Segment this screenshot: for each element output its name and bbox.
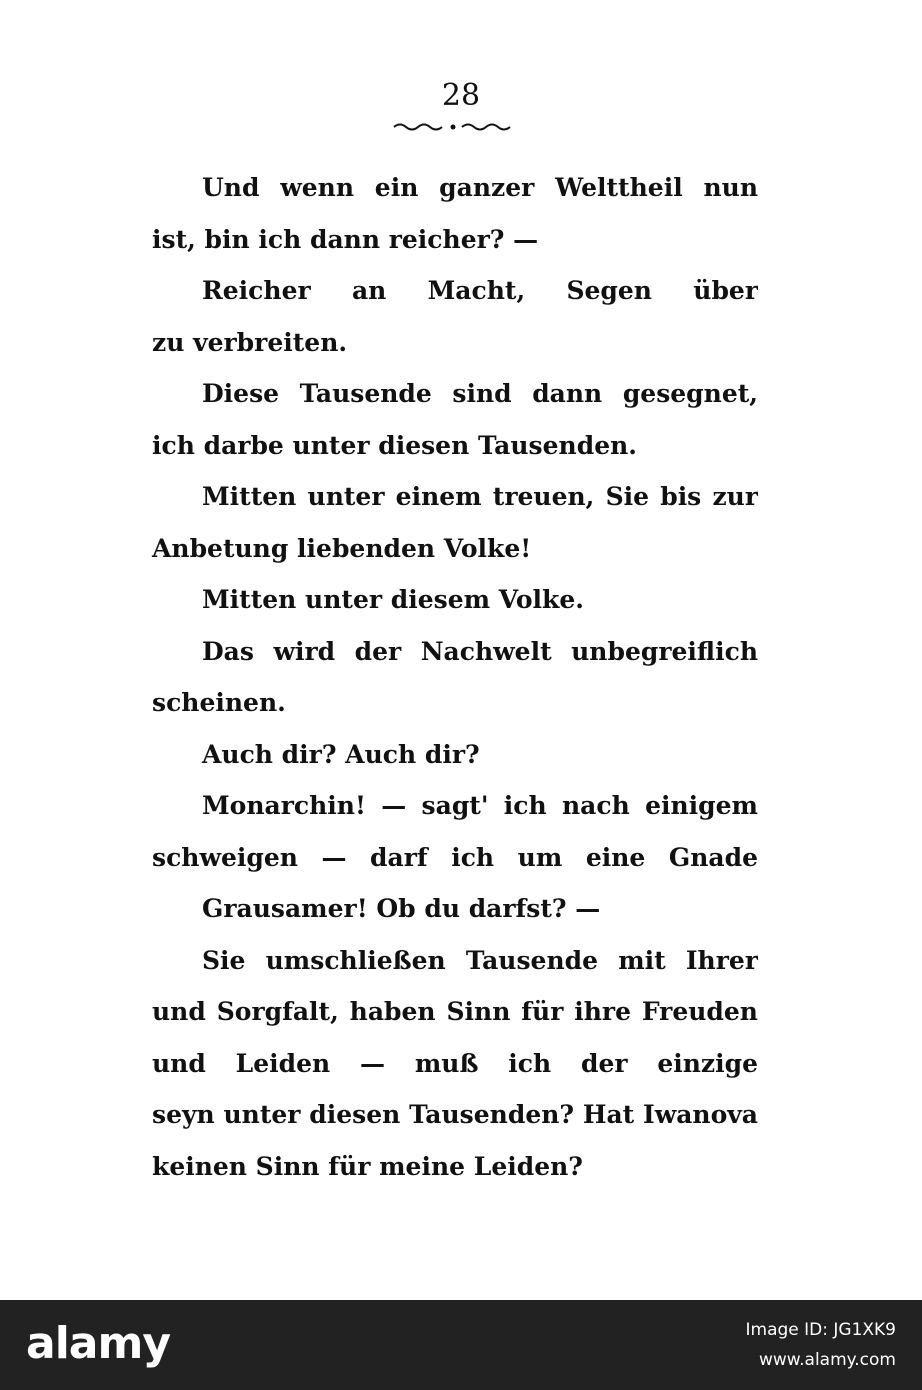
text-line: Sie umschließen Tausende mit Ihrer: [202, 945, 758, 975]
text-line: ist, bin ich dann reicher? —: [152, 224, 539, 254]
text-line: keinen Sinn für meine Leiden?: [152, 1151, 583, 1181]
page-number: 28: [441, 78, 481, 113]
text-line: zu verbreiten.: [152, 327, 348, 357]
text-line: Das wird der Nachwelt unbegreiflich: [202, 636, 758, 666]
text-line: seyn unter diesen Tausenden? Hat Iwanova: [152, 1100, 758, 1129]
text-line: Reicher an Macht, Segen über: [202, 276, 758, 305]
text-line: und Sorgfalt, haben Sinn für ihre Freuden: [152, 997, 758, 1026]
text-line: Grausamer! Ob du darfst? —: [202, 894, 601, 923]
text-line: scheinen.: [152, 688, 286, 717]
ornament-divider: [392, 118, 514, 134]
body-text: [152, 162, 758, 1192]
text-line: Mitten unter diesem Volke.: [202, 585, 584, 614]
site-url[interactable]: www.alamy.com: [758, 1350, 896, 1370]
text-line: Diese Tausende sind dann gesegnet,: [202, 379, 758, 408]
text-line: Mitten unter einem treuen, Sie bis zur: [202, 482, 758, 511]
text-line: Anbetung liebenden Volke!: [152, 533, 532, 563]
text-line: Monarchin! — sagt' ich nach einigem: [202, 791, 758, 820]
watermark-footer: [0, 1300, 922, 1390]
text-line: und Leiden — muß ich der einzige: [152, 1048, 758, 1078]
text-line: ich darbe unter diesen Tausenden.: [152, 430, 637, 460]
text-line: Auch dir? Auch dir?: [202, 739, 480, 769]
alamy-logo[interactable]: alamy: [26, 1318, 170, 1369]
text-line: Und wenn ein ganzer Welttheil nun: [202, 173, 758, 202]
image-id-label: Image ID: JG1XK9: [745, 1320, 896, 1340]
text-line: schweigen — darf ich um eine Gnade: [152, 842, 758, 872]
